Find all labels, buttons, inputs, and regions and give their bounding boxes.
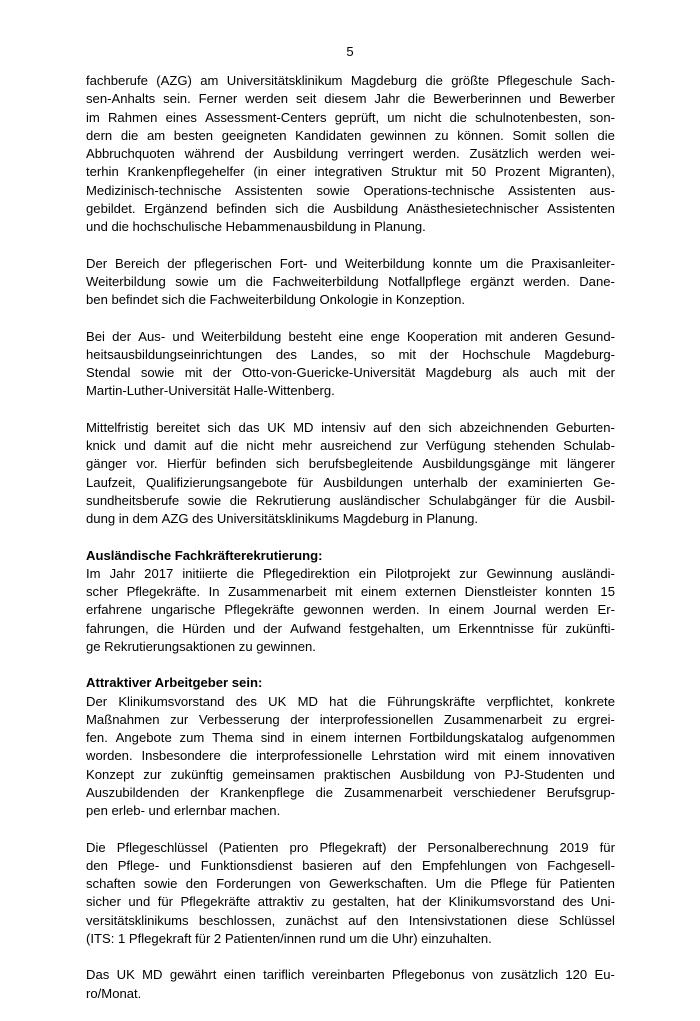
page-number: 5 [346, 44, 354, 59]
text-line: Im Jahr 2017 initiierte die Pflegedirektion ein Pilotprojekt zur Gewinnung ausländi- [86, 565, 615, 581]
section-heading: Attraktiver Arbeitgeber sein: [86, 675, 263, 691]
paragraph [86, 419, 615, 529]
paragraph [86, 674, 615, 820]
text-line: gebildet. Ergänzend befinden sich die Ausbildung Anästhesietechnischer Assistenten [86, 200, 615, 216]
text-line: Auszubildenden der Krankenpflege die Zusammenarbeit verschiedener Berufsgrup- [86, 784, 615, 800]
text-line: ge Rekrutierungsaktionen zu gewinnen. [86, 638, 316, 654]
text-line: Der Klinikumsvorstand des UK MD hat die Führungskräfte verpflichtet, konkrete [86, 693, 615, 709]
text-line: pen erleb- und erlernbar machen. [86, 803, 281, 818]
text-line: gänger vor. Hierfür befinden sich berufsbegleitende Ausbildungsgänge mit längerer [86, 456, 615, 472]
text-line: sicher und für Pflegekräfte attraktiv zu gestalten, hat der Klinikumsvorstand des Uni- [86, 894, 615, 910]
text-line: (ITS: 1 Pflegekraft für 2 Patienten/innen rund um die Uhr) einzuhalten. [86, 930, 492, 946]
text-line: knick und damit auf die nicht mehr ausreichend zur Verfügung stehenden Schulab- [86, 438, 615, 453]
text-line: ro/Monat. [86, 985, 142, 1001]
text-line: Konzept zur zukünftig gemeinsamen praktischen Ausbildung von PJ-Studenten und [86, 766, 615, 782]
text-line: dern die am besten geeigneten Kandidaten gewinnen zu können. Somit sollen die [86, 127, 615, 143]
text-line: versitätsklinikums beschlossen, zunächst auf den Intensivstationen diese Schlüssel [86, 912, 615, 928]
text-line: erfahrene ungarische Pflegekräfte gewonnen werden. In einem Journal werden Er- [86, 602, 615, 618]
text-line: Die Pflegeschlüssel (Patienten pro Pflegekraft) der Personalberechnung 2019 für [86, 839, 615, 855]
text-line: den Pflege- und Funktionsdienst basieren auf den Empfehlungen von Fachgesell- [86, 857, 615, 873]
paragraph [86, 547, 615, 657]
text-line: Stendal sowie mit der Otto-von-Guericke-Universität Magdeburg als auch mit der [86, 365, 615, 380]
text-line: im Rahmen eines Assessment-Centers geprüft, um nicht die schulnotenbesten, son- [86, 109, 615, 125]
paragraph [86, 328, 615, 401]
text-line: heitsausbildungseinrichtungen des Landes, so mit der Hochschule Magdeburg- [86, 346, 615, 362]
text-line: sen-Anhalts sein. Ferner werden seit diesem Jahr die Bewerberinnen und Bewerber [86, 91, 615, 107]
text-line: Laufzeit, Qualifizierungsangebote für Ausbildungen unterhalb der examinierten Ge- [86, 474, 615, 490]
text-line: fachberufe (AZG) am Universitätsklinikum Magdeburg die größte Pflegeschule Sach- [86, 73, 615, 88]
paragraph [86, 255, 615, 310]
text-line: dung in dem AZG des Universitätsklinikums Magdeburg in Planung. [86, 511, 479, 526]
text-line: Weiterbildung sowie um die Fachweiterbildung Notfallpflege ergänzt werden. Dane- [86, 273, 615, 289]
text-line: Martin-Luther-Universität Halle-Wittenberg. [86, 383, 335, 399]
paragraph [86, 72, 615, 236]
text-line: Maßnahmen zur Verbesserung der interprofessionellen Zusammenarbeit zu ergrei- [86, 711, 615, 727]
text-line: scher Pflegekräfte. In Zusammenarbeit mit einem externen Dienstleister konnten 15 [86, 584, 615, 599]
text-line: Bei der Aus- und Weiterbildung besteht eine enge Kooperation mit anderen Gesund- [86, 328, 615, 344]
body-text [86, 72, 615, 1021]
text-line: worden. Insbesondere die interprofessionelle Lehrstation wird mit einem innovativen [86, 748, 615, 764]
text-line: Das UK MD gewährt einen tariflich vereinbarten Pflegebonus von zusätzlich 120 Eu- [86, 967, 615, 983]
text-line: fahrungen, die Hürden und der Aufwand festgehalten, um Erkenntnisse für zukünfti- [86, 620, 615, 636]
text-line: Abbruchquoten während der Ausbildung verringert werden. Zusätzlich werden wei- [86, 146, 615, 161]
text-line: Der Bereich der pflegerischen Fort- und Weiterbildung konnte um die Praxisanleiter- [86, 255, 615, 271]
section-heading: Ausländische Fachkräfterekrutierung: [86, 547, 323, 563]
text-line: schaften sowie den Forderungen von Gewerkschaften. Um die Pflege für Patienten [86, 876, 615, 891]
text-line: ben befindet sich die Fachweiterbildung Onkologie in Konzeption. [86, 292, 466, 307]
text-line: sundheitsberufe sowie die Rekrutierung ausländischer Schulabgänger für die Ausbil- [86, 492, 615, 508]
paragraph [86, 839, 615, 949]
paragraph [86, 966, 615, 1003]
text-line: terhin Krankenpflegehelfer (in einer integrativen Struktur mit 50 Prozent Migranten), [86, 164, 615, 180]
text-line: fen. Angebote zum Thema sind in einem internen Fortbildungskatalog aufgenommen [86, 730, 615, 745]
text-line: Mittelfristig bereitet sich das UK MD intensiv auf den sich abzeichnenden Geburten- [86, 419, 615, 435]
text-line: und die hochschulische Hebammenausbildung in Planung. [86, 219, 426, 234]
text-line: Medizinisch-technische Assistenten sowie Operations-technische Assistenten aus- [86, 182, 615, 198]
